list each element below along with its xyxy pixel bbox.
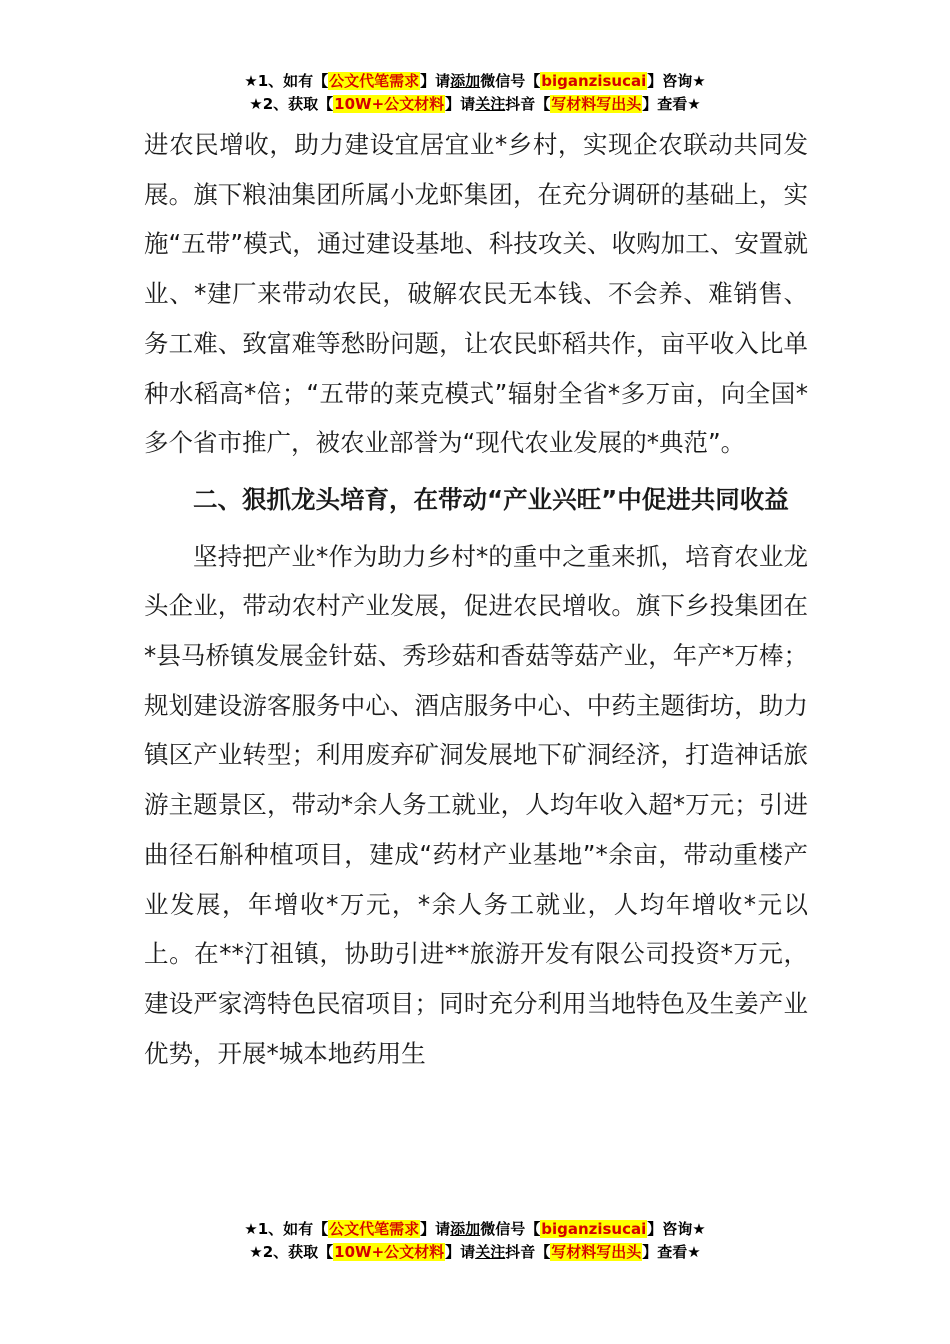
banner-line-1: ★1、如有【公文代笔需求】请添加微信号【biganzisucai】咨询★ (244, 1220, 706, 1238)
document-body (144, 120, 808, 1078)
paragraph-1: 进农民增收，助力建设宜居宜业*乡村，实现企农联动共同发展。旗下粮油集团所属小龙虾集团，在充分调研的基础上，实施“五带”模式，通过建设基地、科技攻关、收购加工、安置就业、*建厂来带动农民，破解农民无本钱、不会养、难销售、务工难、致富难等愁盼问题，让农民虾稻共作，亩平收入比单种水稻高*倍；“五带的莱克模式”辐射全省*多万亩，向全国*多个省市推广，被农业部誉为“现代农业发展的*典范”。 (144, 130, 808, 458)
star-icon: ★ (244, 1220, 258, 1238)
highlight-douyin: 写材料写出头 (551, 1243, 642, 1261)
footer-banner (0, 1218, 950, 1264)
section-heading-2: 二、狠抓龙头培育，在带动“产业兴旺”中促进共同收益 (193, 484, 789, 514)
star-icon: ★ (249, 95, 263, 113)
highlight-materials: 10W+公文材料 (334, 95, 445, 113)
highlight-wechat-id: biganzisucai (541, 72, 647, 90)
highlight-service: 公文代笔需求 (329, 1220, 420, 1238)
star-icon: ★ (692, 72, 706, 90)
banner-line-1: ★1、如有【公文代笔需求】请添加微信号【biganzisucai】咨询★ (244, 72, 706, 90)
star-icon: ★ (249, 1243, 263, 1261)
star-icon: ★ (687, 95, 701, 113)
star-icon: ★ (687, 1243, 701, 1261)
star-icon: ★ (692, 1220, 706, 1238)
highlight-materials: 10W+公文材料 (334, 1243, 445, 1261)
banner-line-2: ★2、获取【10W+公文材料】请关注抖音【写材料写出头】查看★ (249, 1243, 701, 1261)
paragraph-2: 坚持把产业*作为助力乡村*的重中之重来抓，培育农业龙头企业，带动农村产业发展，促进农民增收。旗下乡投集团在*县马桥镇发展金针菇、秀珍菇和香菇等菇产业，年产*万棒；规划建设游客服务中心、酒店服务中心、中药主题街坊，助力镇区产业转型；利用废弃矿洞发展地下矿洞经济，打造神话旅游主题景区，带动*余人务工就业，人均年收入超*万元；引进曲径石斛种植项目，建成“药材产业基地”*余亩，带动重楼产业发展，年增收*万元，*余人务工就业，人均年增收*元以上。在**汀祖镇，协助引进**旅游开发有限公司投资*万元，建设严家湾特色民宿项目；同时充分利用当地特色及生姜产业优势，开展*城本地药用生 (144, 541, 808, 1068)
star-icon: ★ (244, 72, 258, 90)
highlight-service: 公文代笔需求 (329, 72, 420, 90)
highlight-douyin: 写材料写出头 (551, 95, 642, 113)
banner-line-2: ★2、获取【10W+公文材料】请关注抖音【写材料写出头】查看★ (249, 95, 701, 113)
header-banner (0, 70, 950, 116)
highlight-wechat-id: biganzisucai (541, 1220, 647, 1238)
